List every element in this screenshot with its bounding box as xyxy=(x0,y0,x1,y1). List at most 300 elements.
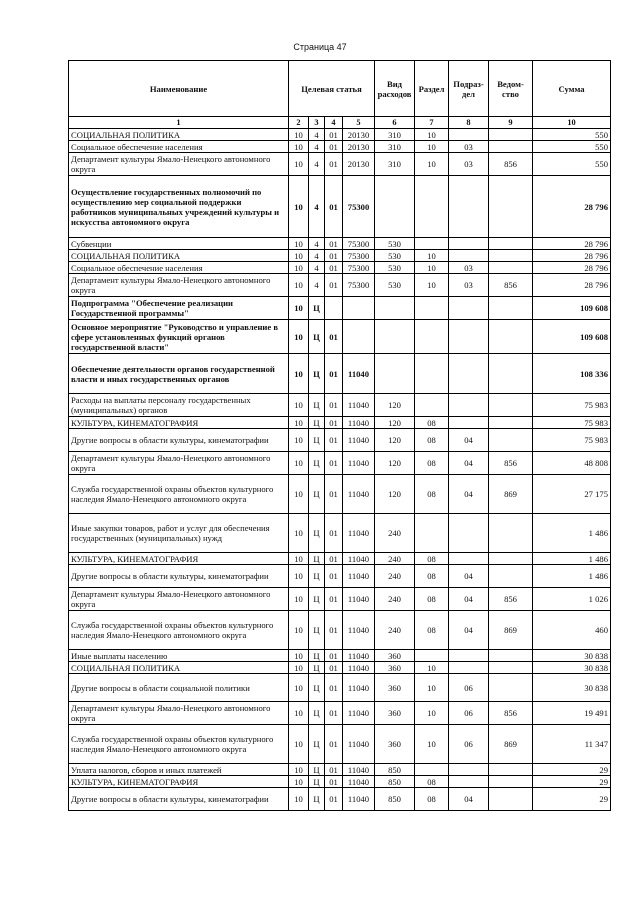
subsection xyxy=(449,297,489,320)
header-expense-type: Вид расходов xyxy=(375,61,415,117)
column-number: 5 xyxy=(343,117,375,129)
sum: 108 336 xyxy=(533,354,611,394)
column-number: 10 xyxy=(533,117,611,129)
target-code-event: 01 xyxy=(325,514,343,553)
target-code-event: 01 xyxy=(325,565,343,588)
target-code-direction: 75300 xyxy=(343,176,375,238)
sum: 30 838 xyxy=(533,662,611,674)
target-code-subprogram: Ц xyxy=(309,588,325,611)
section: 10 xyxy=(415,141,449,153)
target-code-event: 01 xyxy=(325,153,343,176)
target-code-direction xyxy=(343,297,375,320)
subsection xyxy=(449,553,489,565)
target-code-direction: 11040 xyxy=(343,611,375,650)
target-code-event: 01 xyxy=(325,250,343,262)
expense-type: 310 xyxy=(375,141,415,153)
sum: 109 608 xyxy=(533,320,611,354)
row-name: Обеспечение деятельности органов государственной власти и иных государственных органов xyxy=(69,354,289,394)
expense-type: 120 xyxy=(375,429,415,452)
department-code xyxy=(489,238,533,250)
target-code-subprogram: Ц xyxy=(309,553,325,565)
target-code-program: 10 xyxy=(289,650,309,662)
department-code xyxy=(489,565,533,588)
target-code-subprogram: Ц xyxy=(309,764,325,776)
target-code-direction: 75300 xyxy=(343,238,375,250)
header-name: Наименование xyxy=(69,61,289,117)
table-body xyxy=(69,129,611,811)
target-code-direction: 11040 xyxy=(343,429,375,452)
column-number: 3 xyxy=(309,117,325,129)
target-code-subprogram: 4 xyxy=(309,129,325,141)
expense-type: 850 xyxy=(375,788,415,811)
subsection: 06 xyxy=(449,702,489,725)
target-code-subprogram: 4 xyxy=(309,176,325,238)
row-name: Социальное обеспечение населения xyxy=(69,262,289,274)
table-row xyxy=(69,354,611,394)
sum: 75 983 xyxy=(533,429,611,452)
section xyxy=(415,764,449,776)
expense-type xyxy=(375,320,415,354)
sum: 28 796 xyxy=(533,262,611,274)
target-code-event: 01 xyxy=(325,129,343,141)
target-code-event: 01 xyxy=(325,354,343,394)
table-row xyxy=(69,588,611,611)
target-code-event: 01 xyxy=(325,141,343,153)
target-code-program: 10 xyxy=(289,725,309,764)
target-code-event: 01 xyxy=(325,776,343,788)
table-row xyxy=(69,176,611,238)
target-code-subprogram: Ц xyxy=(309,725,325,764)
expense-type: 530 xyxy=(375,250,415,262)
table-row xyxy=(69,238,611,250)
target-code-program: 10 xyxy=(289,764,309,776)
target-code-program: 10 xyxy=(289,452,309,475)
target-code-event: 01 xyxy=(325,394,343,417)
target-code-subprogram: 4 xyxy=(309,262,325,274)
target-code-direction: 11040 xyxy=(343,662,375,674)
header-subsection: Подраз-дел xyxy=(449,61,489,117)
target-code-subprogram: Ц xyxy=(309,429,325,452)
subsection xyxy=(449,417,489,429)
row-name: КУЛЬТУРА, КИНЕМАТОГРАФИЯ xyxy=(69,417,289,429)
target-code-direction: 11040 xyxy=(343,588,375,611)
subsection xyxy=(449,394,489,417)
row-name: Департамент культуры Ямало-Ненецкого автономного округа xyxy=(69,452,289,475)
sum: 30 838 xyxy=(533,674,611,702)
section: 08 xyxy=(415,475,449,514)
target-code-direction: 20130 xyxy=(343,129,375,141)
expense-type: 360 xyxy=(375,662,415,674)
department-code xyxy=(489,262,533,274)
header-sum: Сумма xyxy=(533,61,611,117)
sum: 109 608 xyxy=(533,297,611,320)
table-row xyxy=(69,417,611,429)
department-code: 856 xyxy=(489,153,533,176)
target-code-event: 01 xyxy=(325,702,343,725)
table-row xyxy=(69,475,611,514)
target-code-program: 10 xyxy=(289,274,309,297)
expense-type xyxy=(375,297,415,320)
expense-type: 530 xyxy=(375,262,415,274)
expense-type: 240 xyxy=(375,588,415,611)
section xyxy=(415,297,449,320)
target-code-event: 01 xyxy=(325,475,343,514)
subsection xyxy=(449,764,489,776)
target-code-event: 01 xyxy=(325,274,343,297)
target-code-direction: 11040 xyxy=(343,764,375,776)
subsection: 04 xyxy=(449,611,489,650)
expense-type: 530 xyxy=(375,274,415,297)
sum: 75 983 xyxy=(533,417,611,429)
row-name: Осуществление государственных полномочий по осуществлению мер социальной поддержки работников муниципальных учреждений культуры и искусства автономного округа xyxy=(69,176,289,238)
target-code-direction: 11040 xyxy=(343,702,375,725)
row-name: Подпрограмма "Обеспечение реализации Государственной программы" xyxy=(69,297,289,320)
department-code: 869 xyxy=(489,611,533,650)
target-code-event: 01 xyxy=(325,417,343,429)
department-code xyxy=(489,514,533,553)
row-name: Служба государственной охраны объектов культурного наследия Ямало-Ненецкого автономного округа xyxy=(69,611,289,650)
department-code xyxy=(489,776,533,788)
target-code-direction: 11040 xyxy=(343,650,375,662)
column-number: 9 xyxy=(489,117,533,129)
subsection xyxy=(449,250,489,262)
target-code-program: 10 xyxy=(289,553,309,565)
target-code-direction: 11040 xyxy=(343,553,375,565)
target-code-program: 10 xyxy=(289,662,309,674)
subsection xyxy=(449,176,489,238)
row-name: Служба государственной охраны объектов культурного наследия Ямало-Ненецкого автономного округа xyxy=(69,725,289,764)
department-code xyxy=(489,394,533,417)
target-code-program: 10 xyxy=(289,141,309,153)
target-code-direction: 11040 xyxy=(343,354,375,394)
subsection: 04 xyxy=(449,565,489,588)
column-number: 4 xyxy=(325,117,343,129)
target-code-subprogram: 4 xyxy=(309,250,325,262)
expense-type: 120 xyxy=(375,452,415,475)
expense-type: 850 xyxy=(375,764,415,776)
target-code-subprogram: Ц xyxy=(309,297,325,320)
subsection xyxy=(449,320,489,354)
section: 10 xyxy=(415,153,449,176)
target-code-subprogram: Ц xyxy=(309,565,325,588)
table-row xyxy=(69,129,611,141)
table-row xyxy=(69,674,611,702)
target-code-program: 10 xyxy=(289,238,309,250)
target-code-subprogram: Ц xyxy=(309,394,325,417)
row-name: Департамент культуры Ямало-Ненецкого автономного округа xyxy=(69,153,289,176)
target-code-subprogram: Ц xyxy=(309,320,325,354)
section: 08 xyxy=(415,553,449,565)
subsection: 03 xyxy=(449,141,489,153)
header-row xyxy=(69,61,611,117)
table-row xyxy=(69,650,611,662)
table-row xyxy=(69,662,611,674)
subsection: 04 xyxy=(449,429,489,452)
expense-type: 120 xyxy=(375,417,415,429)
section: 08 xyxy=(415,588,449,611)
target-code-direction: 11040 xyxy=(343,565,375,588)
target-code-direction: 20130 xyxy=(343,141,375,153)
target-code-program: 10 xyxy=(289,394,309,417)
subsection xyxy=(449,129,489,141)
row-name: Основное мероприятие "Руководство и управление в сфере установленных функций органов государственной власти" xyxy=(69,320,289,354)
row-name: Другие вопросы в области культуры, кинематографии xyxy=(69,429,289,452)
target-code-program: 10 xyxy=(289,262,309,274)
sum: 550 xyxy=(533,141,611,153)
section: 08 xyxy=(415,776,449,788)
table-row xyxy=(69,452,611,475)
target-code-direction: 11040 xyxy=(343,475,375,514)
sum: 30 838 xyxy=(533,650,611,662)
department-code xyxy=(489,764,533,776)
subsection xyxy=(449,354,489,394)
table-row xyxy=(69,553,611,565)
department-code xyxy=(489,553,533,565)
department-code: 856 xyxy=(489,274,533,297)
sum: 28 796 xyxy=(533,176,611,238)
target-code-subprogram: 4 xyxy=(309,153,325,176)
sum: 29 xyxy=(533,788,611,811)
target-code-program: 10 xyxy=(289,429,309,452)
sum: 28 796 xyxy=(533,274,611,297)
department-code xyxy=(489,320,533,354)
row-name: Департамент культуры Ямало-Ненецкого автономного округа xyxy=(69,274,289,297)
target-code-event: 01 xyxy=(325,262,343,274)
department-code: 856 xyxy=(489,588,533,611)
department-code xyxy=(489,429,533,452)
subsection: 06 xyxy=(449,725,489,764)
target-code-direction: 75300 xyxy=(343,250,375,262)
section: 10 xyxy=(415,262,449,274)
target-code-subprogram: Ц xyxy=(309,417,325,429)
section xyxy=(415,650,449,662)
section xyxy=(415,176,449,238)
section: 08 xyxy=(415,565,449,588)
target-code-event: 01 xyxy=(325,674,343,702)
column-number-row xyxy=(69,117,611,129)
column-number: 8 xyxy=(449,117,489,129)
subsection xyxy=(449,662,489,674)
target-code-direction: 11040 xyxy=(343,394,375,417)
department-code xyxy=(489,129,533,141)
table-row xyxy=(69,764,611,776)
target-code-event xyxy=(325,297,343,320)
sum: 29 xyxy=(533,764,611,776)
column-number: 2 xyxy=(289,117,309,129)
subsection: 04 xyxy=(449,475,489,514)
target-code-direction: 75300 xyxy=(343,262,375,274)
target-code-program: 10 xyxy=(289,417,309,429)
sum: 460 xyxy=(533,611,611,650)
target-code-program: 10 xyxy=(289,320,309,354)
target-code-event: 01 xyxy=(325,725,343,764)
budget-table xyxy=(68,60,611,811)
target-code-program: 10 xyxy=(289,776,309,788)
target-code-direction: 11040 xyxy=(343,514,375,553)
department-code: 869 xyxy=(489,475,533,514)
target-code-subprogram: 4 xyxy=(309,141,325,153)
target-code-event: 01 xyxy=(325,320,343,354)
expense-type: 360 xyxy=(375,674,415,702)
target-code-subprogram: Ц xyxy=(309,475,325,514)
table-row xyxy=(69,320,611,354)
target-code-event: 01 xyxy=(325,429,343,452)
sum: 19 491 xyxy=(533,702,611,725)
sum: 1 026 xyxy=(533,588,611,611)
column-number: 6 xyxy=(375,117,415,129)
sum: 11 347 xyxy=(533,725,611,764)
subsection: 04 xyxy=(449,452,489,475)
expense-type: 850 xyxy=(375,776,415,788)
subsection: 04 xyxy=(449,588,489,611)
subsection: 03 xyxy=(449,274,489,297)
section xyxy=(415,320,449,354)
target-code-subprogram: Ц xyxy=(309,452,325,475)
table-row xyxy=(69,141,611,153)
target-code-direction: 11040 xyxy=(343,674,375,702)
target-code-event: 01 xyxy=(325,611,343,650)
target-code-direction: 11040 xyxy=(343,452,375,475)
expense-type: 530 xyxy=(375,238,415,250)
department-code xyxy=(489,250,533,262)
section: 08 xyxy=(415,452,449,475)
row-name: Расходы на выплаты персоналу государственных (муниципальных) органов xyxy=(69,394,289,417)
sum: 27 175 xyxy=(533,475,611,514)
department-code xyxy=(489,141,533,153)
expense-type: 310 xyxy=(375,153,415,176)
target-code-program: 10 xyxy=(289,153,309,176)
sum: 48 808 xyxy=(533,452,611,475)
target-code-event: 01 xyxy=(325,452,343,475)
section: 10 xyxy=(415,662,449,674)
expense-type: 120 xyxy=(375,475,415,514)
expense-type: 310 xyxy=(375,129,415,141)
section xyxy=(415,238,449,250)
row-name: Иные закупки товаров, работ и услуг для обеспечения государственных (муниципальных) нужд xyxy=(69,514,289,553)
target-code-program: 10 xyxy=(289,129,309,141)
table-row xyxy=(69,776,611,788)
section: 10 xyxy=(415,129,449,141)
department-code xyxy=(489,788,533,811)
target-code-direction xyxy=(343,320,375,354)
sum: 550 xyxy=(533,129,611,141)
table-row xyxy=(69,153,611,176)
target-code-direction: 11040 xyxy=(343,776,375,788)
target-code-program: 10 xyxy=(289,250,309,262)
row-name: Другие вопросы в области культуры, кинематографии xyxy=(69,565,289,588)
target-code-program: 10 xyxy=(289,788,309,811)
department-code: 856 xyxy=(489,452,533,475)
section: 10 xyxy=(415,250,449,262)
subsection xyxy=(449,514,489,553)
subsection xyxy=(449,776,489,788)
table-row xyxy=(69,611,611,650)
row-name: Уплата налогов, сборов и иных платежей xyxy=(69,764,289,776)
section xyxy=(415,514,449,553)
target-code-subprogram: Ц xyxy=(309,662,325,674)
department-code xyxy=(489,297,533,320)
target-code-subprogram: Ц xyxy=(309,354,325,394)
department-code xyxy=(489,650,533,662)
target-code-program: 10 xyxy=(289,514,309,553)
row-name: Служба государственной охраны объектов культурного наследия Ямало-Ненецкого автономного округа xyxy=(69,475,289,514)
target-code-event: 01 xyxy=(325,650,343,662)
expense-type: 360 xyxy=(375,650,415,662)
section xyxy=(415,394,449,417)
row-name: Департамент культуры Ямало-Ненецкого автономного округа xyxy=(69,588,289,611)
table-row xyxy=(69,725,611,764)
table-row xyxy=(69,274,611,297)
table-row xyxy=(69,262,611,274)
row-name: Другие вопросы в области социальной политики xyxy=(69,674,289,702)
target-code-program: 10 xyxy=(289,611,309,650)
column-number: 7 xyxy=(415,117,449,129)
table-row xyxy=(69,565,611,588)
target-code-program: 10 xyxy=(289,297,309,320)
row-name: СОЦИАЛЬНАЯ ПОЛИТИКА xyxy=(69,129,289,141)
expense-type: 360 xyxy=(375,725,415,764)
expense-type: 240 xyxy=(375,514,415,553)
target-code-subprogram: Ц xyxy=(309,650,325,662)
table-row xyxy=(69,394,611,417)
expense-type: 240 xyxy=(375,553,415,565)
target-code-program: 10 xyxy=(289,176,309,238)
sum: 28 796 xyxy=(533,250,611,262)
section: 10 xyxy=(415,725,449,764)
header-department: Ведом-ство xyxy=(489,61,533,117)
section: 10 xyxy=(415,702,449,725)
row-name: Иные выплаты населению xyxy=(69,650,289,662)
target-code-event: 01 xyxy=(325,788,343,811)
expense-type xyxy=(375,176,415,238)
target-code-subprogram: Ц xyxy=(309,702,325,725)
target-code-program: 10 xyxy=(289,354,309,394)
row-name: КУЛЬТУРА, КИНЕМАТОГРАФИЯ xyxy=(69,776,289,788)
target-code-direction: 20130 xyxy=(343,153,375,176)
target-code-program: 10 xyxy=(289,475,309,514)
target-code-subprogram: Ц xyxy=(309,788,325,811)
expense-type: 120 xyxy=(375,394,415,417)
department-code xyxy=(489,662,533,674)
table-row xyxy=(69,297,611,320)
table-row xyxy=(69,702,611,725)
row-name: Социальное обеспечение населения xyxy=(69,141,289,153)
table-row xyxy=(69,514,611,553)
target-code-direction: 11040 xyxy=(343,417,375,429)
row-name: Другие вопросы в области культуры, кинематографии xyxy=(69,788,289,811)
target-code-subprogram: Ц xyxy=(309,776,325,788)
row-name: Департамент культуры Ямало-Ненецкого автономного округа xyxy=(69,702,289,725)
section: 10 xyxy=(415,674,449,702)
target-code-program: 10 xyxy=(289,674,309,702)
expense-type xyxy=(375,354,415,394)
subsection xyxy=(449,238,489,250)
department-code xyxy=(489,674,533,702)
department-code: 869 xyxy=(489,725,533,764)
target-code-event: 01 xyxy=(325,764,343,776)
subsection: 03 xyxy=(449,262,489,274)
target-code-subprogram: 4 xyxy=(309,274,325,297)
section: 10 xyxy=(415,274,449,297)
sum: 28 796 xyxy=(533,238,611,250)
row-name: Субвенции xyxy=(69,238,289,250)
target-code-direction: 11040 xyxy=(343,788,375,811)
department-code xyxy=(489,176,533,238)
row-name: СОЦИАЛЬНАЯ ПОЛИТИКА xyxy=(69,662,289,674)
target-code-event: 01 xyxy=(325,588,343,611)
sum: 75 983 xyxy=(533,394,611,417)
page-number: Страница 47 xyxy=(293,42,347,52)
